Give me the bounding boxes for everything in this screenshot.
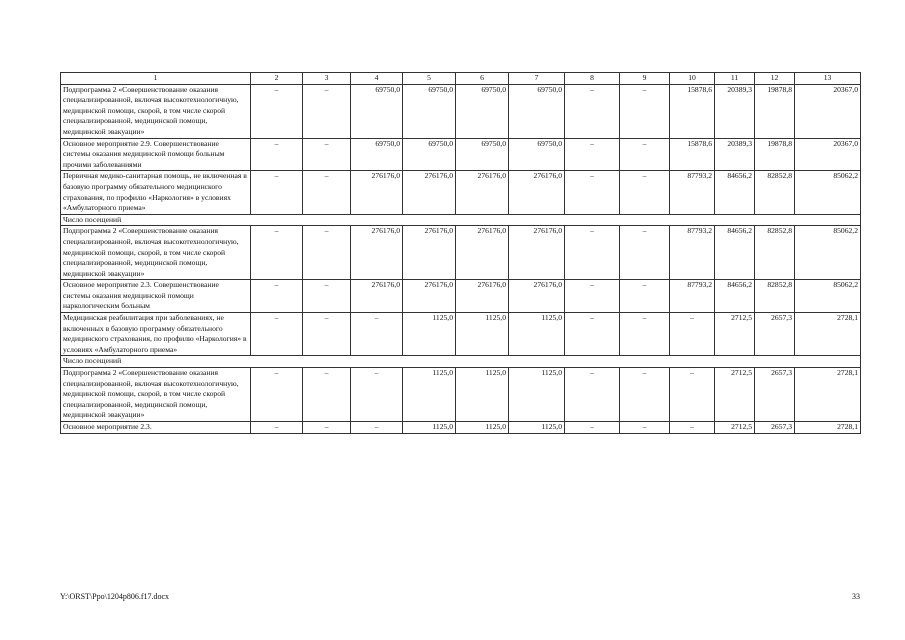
- column-number: 4: [351, 73, 403, 85]
- value-cell: 69750,0: [403, 84, 456, 138]
- value-cell: 276176,0: [456, 226, 509, 280]
- page-number: 33: [852, 592, 860, 601]
- column-number: 13: [795, 73, 861, 85]
- table-row: [61, 226, 861, 280]
- value-cell: 1125,0: [509, 422, 565, 434]
- value-cell: –: [251, 313, 303, 356]
- column-number: 9: [620, 73, 670, 85]
- value-cell: –: [303, 313, 351, 356]
- value-cell: –: [303, 280, 351, 313]
- value-cell: 69750,0: [456, 138, 509, 171]
- value-cell: –: [620, 422, 670, 434]
- value-cell: –: [251, 84, 303, 138]
- value-cell: –: [565, 280, 620, 313]
- value-cell: 85062,2: [795, 280, 861, 313]
- table-row: [61, 138, 861, 171]
- value-cell: 82852,8: [755, 280, 795, 313]
- value-cell: 84656,2: [715, 226, 755, 280]
- column-number: 7: [509, 73, 565, 85]
- value-cell: 1125,0: [403, 313, 456, 356]
- value-cell: –: [565, 84, 620, 138]
- table-row: [61, 171, 861, 214]
- value-cell: –: [620, 280, 670, 313]
- column-number: 3: [303, 73, 351, 85]
- value-cell: 276176,0: [351, 226, 403, 280]
- value-cell: 1125,0: [403, 422, 456, 434]
- value-cell: 82852,8: [755, 226, 795, 280]
- value-cell: 276176,0: [403, 226, 456, 280]
- value-cell: –: [251, 226, 303, 280]
- value-cell: –: [565, 138, 620, 171]
- column-number: 10: [670, 73, 715, 85]
- table-row: [61, 313, 861, 356]
- value-cell: –: [251, 280, 303, 313]
- row-name: Основное мероприятие 2.3. Совершенствование системы оказания медицинской помощи наркологическим больным: [61, 280, 251, 313]
- value-cell: –: [251, 422, 303, 434]
- section-row: [61, 356, 861, 368]
- value-cell: 2657,3: [755, 368, 795, 422]
- value-cell: 2657,3: [755, 313, 795, 356]
- row-name: Первичная медико-санитарная помощь, не включенная в базовую программу обязательного медицинского страхования, по профилю «Наркология» в условиях «Амбулаторного приема»: [61, 171, 251, 214]
- table-row: [61, 368, 861, 422]
- value-cell: 276176,0: [351, 171, 403, 214]
- value-cell: 87793,2: [670, 280, 715, 313]
- value-cell: –: [251, 138, 303, 171]
- value-cell: –: [251, 171, 303, 214]
- value-cell: 82852,8: [755, 171, 795, 214]
- value-cell: –: [670, 313, 715, 356]
- row-name: Подпрограмма 2 «Совершенствование оказания специализированной, включая высокотехнологичную, медицинской помощи, скорой, в том числе скорой специализированной, медицинской помощи, медицинской эвакуации»: [61, 84, 251, 138]
- value-cell: –: [351, 422, 403, 434]
- value-cell: –: [251, 368, 303, 422]
- data-table: [60, 72, 861, 434]
- value-cell: 2728,1: [795, 422, 861, 434]
- value-cell: –: [565, 368, 620, 422]
- value-cell: 1125,0: [509, 368, 565, 422]
- value-cell: 276176,0: [403, 171, 456, 214]
- value-cell: 15878,6: [670, 138, 715, 171]
- column-number: 2: [251, 73, 303, 85]
- row-name: Основное мероприятие 2.3.: [61, 422, 251, 434]
- value-cell: 20389,3: [715, 84, 755, 138]
- value-cell: 1125,0: [509, 313, 565, 356]
- value-cell: –: [620, 368, 670, 422]
- value-cell: 1125,0: [456, 313, 509, 356]
- value-cell: –: [620, 171, 670, 214]
- value-cell: –: [670, 422, 715, 434]
- value-cell: 69750,0: [403, 138, 456, 171]
- table-row: [61, 422, 861, 434]
- value-cell: –: [620, 138, 670, 171]
- value-cell: 20367,0: [795, 84, 861, 138]
- table-body: [61, 73, 861, 434]
- column-number: 11: [715, 73, 755, 85]
- column-number: 6: [456, 73, 509, 85]
- value-cell: –: [351, 368, 403, 422]
- value-cell: –: [303, 138, 351, 171]
- row-name: Основное мероприятие 2.9. Совершенствование системы оказания медицинской помощи больным прочими заболеваниями: [61, 138, 251, 171]
- value-cell: 276176,0: [509, 226, 565, 280]
- table-row: [61, 84, 861, 138]
- value-cell: 2657,3: [755, 422, 795, 434]
- file-path: Y:\ORST\Ppo\1204p806.f17.docx: [60, 592, 170, 601]
- value-cell: –: [351, 313, 403, 356]
- value-cell: 84656,2: [715, 280, 755, 313]
- table-row: [61, 280, 861, 313]
- value-cell: 69750,0: [351, 84, 403, 138]
- value-cell: –: [620, 226, 670, 280]
- value-cell: 276176,0: [456, 280, 509, 313]
- value-cell: –: [565, 422, 620, 434]
- value-cell: 276176,0: [351, 280, 403, 313]
- value-cell: –: [565, 171, 620, 214]
- value-cell: 20367,0: [795, 138, 861, 171]
- row-name: Подпрограмма 2 «Совершенствование оказания специализированной, включая высокотехнологичную, медицинской помощи, скорой, в том числе скорой специализированной, медицинской помощи, медицинской эвакуации»: [61, 368, 251, 422]
- value-cell: –: [303, 368, 351, 422]
- value-cell: 87793,2: [670, 171, 715, 214]
- value-cell: 2712,5: [715, 313, 755, 356]
- value-cell: 15878,6: [670, 84, 715, 138]
- value-cell: 69750,0: [456, 84, 509, 138]
- value-cell: 276176,0: [509, 171, 565, 214]
- value-cell: –: [303, 84, 351, 138]
- value-cell: 276176,0: [509, 280, 565, 313]
- value-cell: 1125,0: [403, 368, 456, 422]
- value-cell: 87793,2: [670, 226, 715, 280]
- row-name: Подпрограмма 2 «Совершенствование оказания специализированной, включая высокотехнологичную, медицинской помощи, скорой, в том числе скорой специализированной, медицинской помощи, медицинской эвакуации»: [61, 226, 251, 280]
- value-cell: 85062,2: [795, 226, 861, 280]
- value-cell: –: [303, 226, 351, 280]
- value-cell: 19878,8: [755, 84, 795, 138]
- value-cell: 276176,0: [403, 280, 456, 313]
- value-cell: 20389,3: [715, 138, 755, 171]
- value-cell: –: [565, 226, 620, 280]
- column-number: 12: [755, 73, 795, 85]
- row-name: Медицинская реабилитация при заболеваниях, не включенных в базовую программу обязательного медицинского страхования, по профилю «Наркология» в условиях «Амбулаторного приема»: [61, 313, 251, 356]
- value-cell: 2728,1: [795, 313, 861, 356]
- value-cell: 84656,2: [715, 171, 755, 214]
- column-number: 8: [565, 73, 620, 85]
- column-number: 5: [403, 73, 456, 85]
- value-cell: –: [303, 422, 351, 434]
- value-cell: –: [303, 171, 351, 214]
- column-number: 1: [61, 73, 251, 85]
- value-cell: –: [620, 313, 670, 356]
- section-row: [61, 214, 861, 226]
- value-cell: –: [670, 368, 715, 422]
- value-cell: 69750,0: [509, 84, 565, 138]
- value-cell: 19878,8: [755, 138, 795, 171]
- section-label: Число посещений: [61, 214, 861, 226]
- value-cell: 2712,5: [715, 422, 755, 434]
- header-row: [61, 73, 861, 85]
- value-cell: 276176,0: [456, 171, 509, 214]
- section-label: Число посещений: [61, 356, 861, 368]
- value-cell: –: [565, 313, 620, 356]
- value-cell: 2712,5: [715, 368, 755, 422]
- value-cell: 69750,0: [509, 138, 565, 171]
- value-cell: 85062,2: [795, 171, 861, 214]
- value-cell: 1125,0: [456, 422, 509, 434]
- value-cell: –: [620, 84, 670, 138]
- value-cell: 69750,0: [351, 138, 403, 171]
- value-cell: 2728,1: [795, 368, 861, 422]
- value-cell: 1125,0: [456, 368, 509, 422]
